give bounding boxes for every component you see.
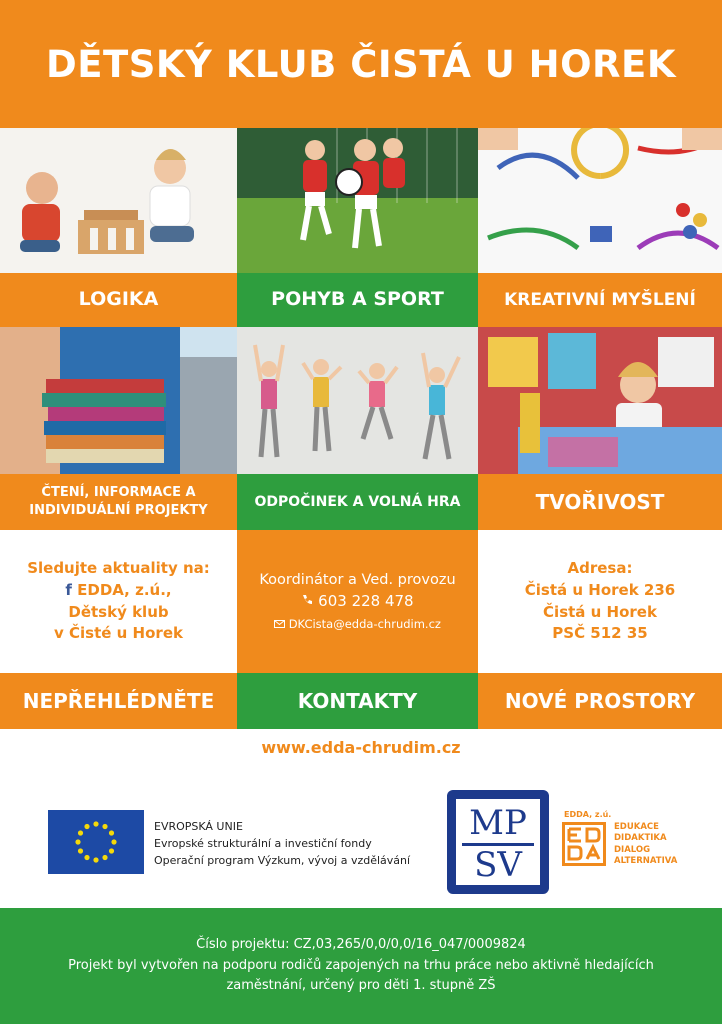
mpsv-logo-inner <box>453 796 543 888</box>
eu-stars-icon <box>48 810 144 874</box>
edda-mark-icon <box>562 822 606 866</box>
edda-logo <box>562 812 682 872</box>
address-heading: Adresa: <box>567 559 633 577</box>
photo-children-jumping <box>237 327 478 474</box>
label-nove-prostory: NOVÉ PROSTORY <box>478 673 722 729</box>
label-kreativni-mysleni: KREATIVNÍ MYŠLENÍ <box>478 273 722 327</box>
email-icon <box>274 617 289 631</box>
mpsv-logo-top: MP <box>469 803 527 843</box>
news-line1: EDDA, z.ú., <box>77 580 172 599</box>
books-illustration <box>0 327 237 474</box>
photo-painting-lightbulb <box>478 128 722 273</box>
address-panel <box>478 530 722 673</box>
contact-email-line[interactable] <box>274 616 441 633</box>
label-logika: LOGIKA <box>0 273 237 327</box>
contact-phone: 603 228 478 <box>318 592 414 611</box>
page-title: DĚTSKÝ KLUB ČISTÁ U HOREK <box>45 42 676 86</box>
edda-word: DIALOG <box>614 844 651 855</box>
news-facebook-line[interactable] <box>65 580 171 602</box>
footer-line2: Projekt byl vytvořen na podporu rodičů zapojených na trhu práce nebo aktivně hledajících <box>68 957 654 973</box>
photo-children-playing-football <box>237 128 478 273</box>
photo-girl-painting <box>478 327 722 474</box>
label-pohyb-a-sport: POHYB A SPORT <box>237 273 478 327</box>
contact-phone-line[interactable] <box>301 591 413 613</box>
address-line2: Čistá u Horek <box>543 602 657 621</box>
edda-word: EDUKACE <box>614 822 659 832</box>
edda-words <box>614 822 677 868</box>
photo-children-building-blocks <box>0 128 237 273</box>
footer <box>0 908 722 1024</box>
address-line3: PSČ 512 35 <box>552 624 648 643</box>
mpsv-logo-bottom: SV <box>474 845 522 885</box>
contacts-panel <box>237 530 478 673</box>
label-odpocinek: ODPOČINEK A VOLNÁ HRA <box>237 474 478 530</box>
facebook-icon: f <box>65 580 72 599</box>
phone-icon <box>301 592 318 610</box>
photo-child-holding-books <box>0 327 237 474</box>
eu-flag-logo <box>48 810 144 874</box>
footer-project-number: Číslo projektu: CZ,03,265/0,0/0,0/16_047/0009824 <box>196 936 526 952</box>
address-line1: Čistá u Horek 236 <box>524 580 676 599</box>
edda-word: ALTERNATIVA <box>614 856 678 867</box>
label-neprehlednete: NEPŘEHLÉDNĚTE <box>0 673 237 729</box>
lightbulb-illustration <box>478 128 722 273</box>
jumping-illustration <box>237 327 478 474</box>
news-line3: v Čisté u Horek <box>54 624 183 643</box>
mpsv-logo <box>447 790 549 894</box>
news-line2: Dětský klub <box>68 602 169 621</box>
football-illustration <box>237 128 478 273</box>
news-heading: Sledujte aktuality na: <box>27 559 210 577</box>
label-tvorivost: TVOŘIVOST <box>478 474 722 530</box>
contact-email: DKCista@edda-chrudim.cz <box>288 617 441 632</box>
eu-text <box>154 818 410 869</box>
edda-logo-name: EDDA, z.ú. <box>564 810 612 819</box>
edda-word: DIDAKTIKA <box>614 833 667 844</box>
eu-line1: EVROPSKÁ UNIE <box>154 820 243 833</box>
building-blocks-illustration <box>0 128 237 273</box>
footer-line3: zaměstnání, určený pro děti 1. stupně ZŠ <box>226 978 496 994</box>
contact-role: Koordinátor a Ved. provozu <box>259 572 456 589</box>
news-panel <box>0 530 237 673</box>
page-header <box>0 0 722 128</box>
eu-line2: Evropské strukturální a investiční fondy <box>154 837 372 851</box>
label-cteni-informace: ČTENÍ, INFORMACE A INDIVIDUÁLNÍ PROJEKTY <box>0 474 237 530</box>
website-link[interactable]: www.edda-chrudim.cz <box>261 738 461 757</box>
girl-painting-illustration <box>478 327 722 474</box>
eu-line3: Operační program Výzkum, vývoj a vzdělávání <box>154 854 411 868</box>
label-kontakty: KONTAKTY <box>237 673 478 729</box>
